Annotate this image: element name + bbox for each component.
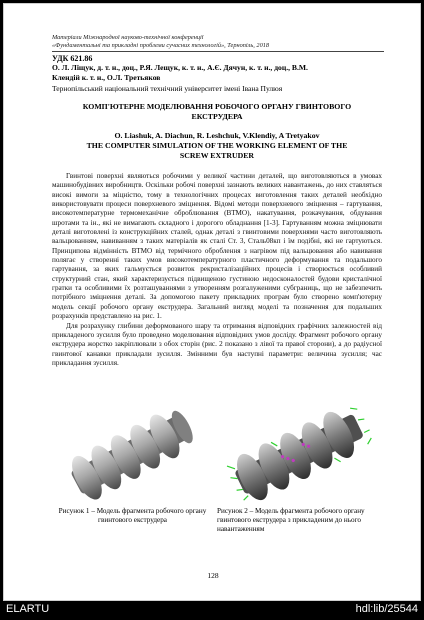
authors-en: O. Liashuk, A. Diachun, R. Leshchuk, V.Klendiy, A Tretyakov bbox=[114, 131, 320, 140]
affiliation: Тернопільський національний технічний університет імені Івана Пулюя bbox=[52, 84, 283, 93]
title-uk-line1: КОМП'ЮТЕРНЕ МОДЕЛЮВАННЯ РОБОЧОГО ОРГАНУ ГВИНТОВОГО bbox=[82, 102, 352, 111]
title-uk bbox=[52, 102, 382, 121]
conference-header-line2: «Фундаментальні та прикладні проблеми сучасних технологій», Тернопіль, 2018 bbox=[52, 42, 270, 49]
footer-repository-name: ELARTU bbox=[6, 603, 50, 615]
body-text bbox=[52, 172, 382, 368]
conference-header-line1: Матеріали Міжнародної науково-технічної конференції bbox=[52, 34, 204, 41]
authors-uk-line2: Клендій к. т. н., О.Л. Третьяков bbox=[52, 73, 161, 82]
authors-uk bbox=[52, 63, 392, 83]
udk-code: УДК 621.86 bbox=[52, 54, 93, 63]
page-number: 128 bbox=[207, 571, 219, 580]
figure-2-loaded-screw-model bbox=[220, 401, 380, 501]
figure-1-caption: Рисунок 1 – Модель фрагмента робочого органу гвинтового екструдера bbox=[58, 507, 207, 524]
paper-page bbox=[3, 3, 421, 601]
title-uk-line2: ЕКСТРУДЕРА bbox=[191, 111, 243, 121]
title-en-line1: THE COMPUTER SIMULATION OF THE WORKING ELEMENT OF THE bbox=[86, 141, 348, 150]
title-en-line2: SCREW EXTRUDER bbox=[179, 150, 255, 160]
header-rule bbox=[52, 51, 384, 52]
title-en bbox=[52, 141, 382, 160]
figure-2-caption: Рисунок 2 – Модель фрагмента робочого органу гвинтового екструдера з прикладеним до нього навантаженням bbox=[217, 507, 365, 533]
conference-header bbox=[52, 34, 382, 50]
figure-1-screw-model bbox=[52, 401, 212, 501]
authors-uk-line1: О. Л. Ліщук, д. т. н., доц., Р.Я. Лещук, к. т. н., А.Є. Дячун, к. т. н., доц., В.М. bbox=[52, 63, 308, 72]
repository-footer bbox=[0, 601, 424, 620]
paragraph-2: Для розрахунку глибини деформованого шару та отримання відповідних графічних залежностей від прикладеного зусилля було проведено моделювання відповідних умов досліду. Фрагмент робочого органу екструдера жорстко закріплювали з обох сторін (рис. 2 показано з лівої та правої сторони), а до радіусної гвинтової канавки прикладали зусилля. Змінними був наступні параметри: величина зусилля; час прикладання зусилля. bbox=[52, 321, 382, 367]
paragraph-1: Гвинтові поверхні являються робочими у великої частини деталей, що виготовляються в умовах машинобудівних виробництв. Оскільки робочі поверхні зазнають великих навантажень, до них ставляться високі вимоги за міцністю, тому в технологічних процесах виготовлення таких деталей необхідно використовувати процеси поверхневого зміцнення. Відомі методи поверхневого зміцнення – гартування, високотемпературне термомеханічне оброблювання (ВТМО), накатування, розкачування, обдування шротами та ін., які не вимагають складного і дорогого обладнання [1-3]. Гартуванням можна зміцнювати деталі виготовлені із конструкційних сталей, однак деталі з гвинтовими поверхнями часто виготовляють вальцюванням, навиванням з таких матеріалів як сталі Ст. 3, Сталь08кп і їм подібні, які не гартуються. Принципова відмінність ВТМО від термічного оброблення з нагрівом під вальцювання або навивання полягає у створенні таких умов високотемпературного пластичного деформування та подальшого гартування, за яких гальмується розвиток рекристалізаційних процесів і створюється особливий структурний стан, який характеризується підвищеною густиною недосконалостей будови кристалічної гратки та особливими їх розташуваннями з утворенням розгалуженими субграниць, що не забезпечить потрібного зміцнення деталі. За допомогою пакету прикладних програм було створено комп'ютерну модель секції робочого органу екструдера. Загальний вигляд моделі та позначення для подальших розрахунків представлено на рис. 1. bbox=[52, 172, 382, 321]
footer-handle: hdl:lib/25544 bbox=[355, 603, 418, 615]
